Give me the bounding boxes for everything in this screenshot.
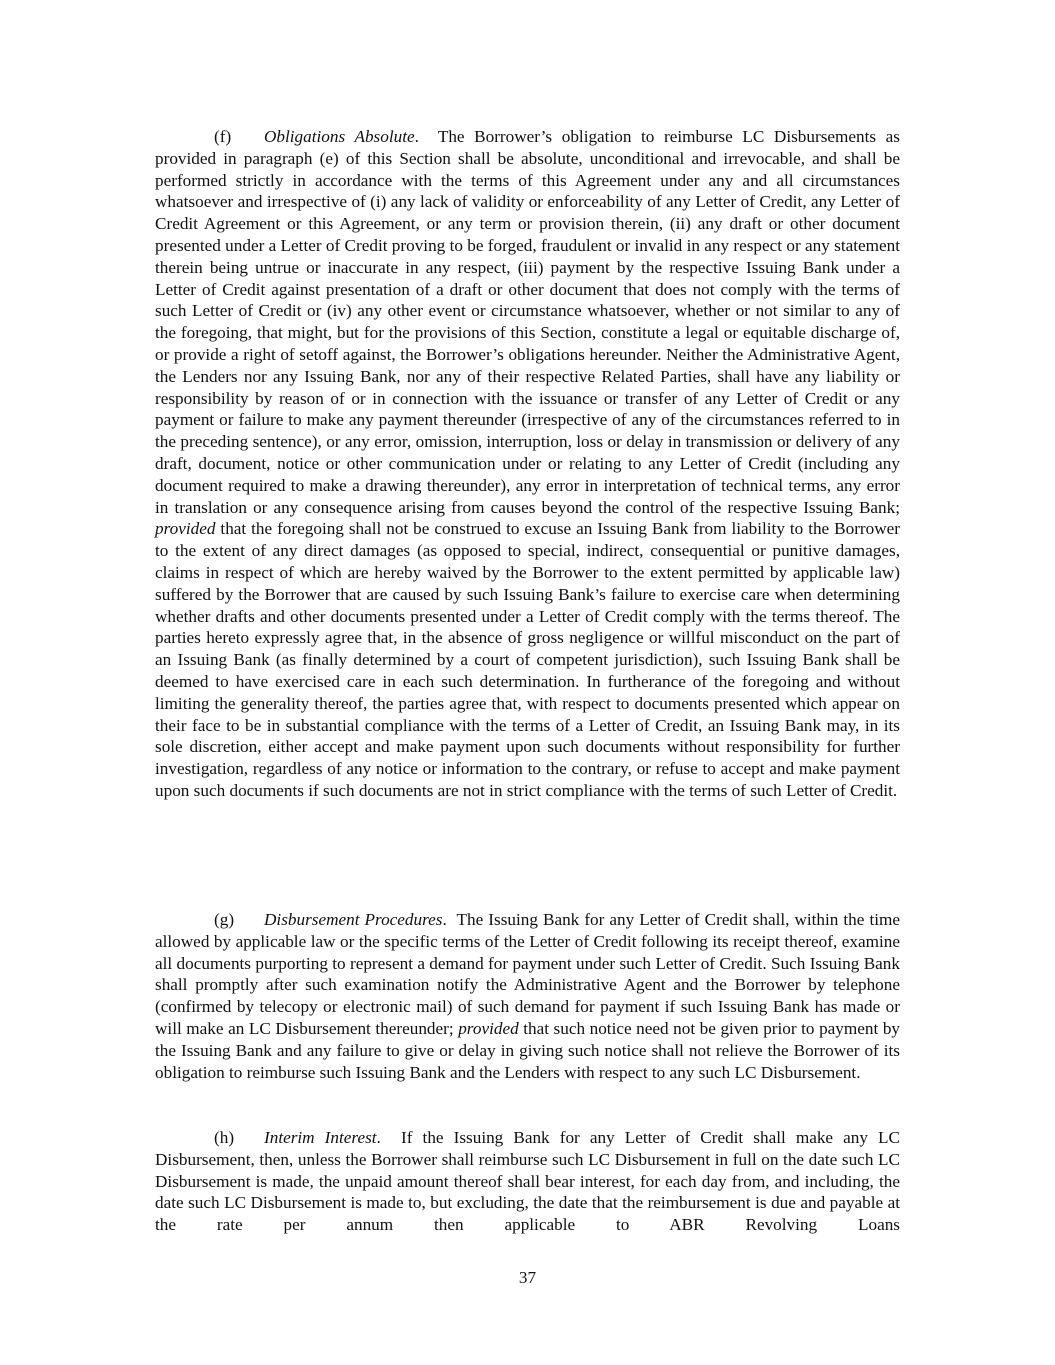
paragraph-g-text: (g) Disbursement Procedures. The Issuing Bank for any Letter of Credit shall, within the time allowed by applicable law or the specific terms of the Letter of Credit following its receipt thereof, examine all documents purporting to represent a demand for payment under such Letter of Credit. Such Issuing Bank shall promptly after such examination notify the Administrative Agent and the Borrower by telephone (confirmed by telecopy or electronic mail) of such demand for payment if such Issuing Bank has made or will make an LC Disbursement thereunder; provided that such notice need not be given prior to payment by the Issuing Bank and any failure to give or delay in giving such notice shall not relieve the Borrower of its obligation to reimburse such Issuing Bank and the Lenders with respect to any such LC Disbursement. [155, 910, 901, 1082]
paragraph-h-body-1: If the Issuing Bank for any Letter of Credit shall make any LC Disbursement, then, unless the Borrower shall reimburse such LC Disbursement in full on the date such LC Disbursement is made, the unpaid amount thereof shall bear interest, for each day from, and including, the date such LC Disbursement is made to, but excluding, the date that the reimbursement is due and payable at the rate per annum then applicable to ABR Revolving Loans [155, 1128, 900, 1235]
paragraph-f-body-2: that the foregoing shall not be construed to excuse an Issuing Bank from liability to the Borrower to the extent of any direct damages (as opposed to special, indirect, consequential or punitive damages, claims in respect of which are hereby waived by the Borrower to the extent permitted by applicable law) suffered by the Borrower that are caused by such Issuing Bank’s failure to exercise care when determining whether drafts and other documents presented under a Letter of Credit comply with the terms thereof. The parties hereto expressly agree that, in the absence of gross negligence or willful misconduct on the part of an Issuing Bank (as finally determined by a court of competent jurisdiction), such Issuing Bank shall be deemed to have exercised care in each such determination. In furtherance of the foregoing and without limiting the generality thereof, the parties agree that, with respect to documents presented which appear on their face to be in substantial compliance with the terms of a Letter of Credit, an Issuing Bank may, in its sole discretion, either accept and make payment upon such documents without responsibility for further investigation, regardless of any notice or information to the contrary, or refuse to accept and make payment upon such documents if such documents are not in strict compliance with the terms of such Letter of Credit. [155, 519, 900, 800]
paragraph-g-proviso: provided [458, 1018, 519, 1038]
paragraph-g-label: (g) [214, 910, 235, 929]
paragraph-g-body-1: The Issuing Bank for any Letter of Credit shall, within the time allowed by applicable law or the specific terms of the Letter of Credit following its receipt thereof, examine all documents purporting to represent a demand for payment under such Letter of Credit. Such Issuing Bank shall promptly after such examination notify the Administrative Agent and the Borrower by telephone (confirmed by telecopy or electronic mail) of such demand for payment if such Issuing Bank has made or will make an LC Disbursement thereunder; [155, 910, 900, 1038]
paragraph-f-body-1: The Borrower’s obligation to reimburse LC Disbursements as provided in paragraph (e) of this Section shall be absolute, unconditional and irrevocable, and shall be performed strictly in accordance with the terms of this Agreement under any and all circumstances whatsoever and irrespective of (i) any lack of validity or enforceability of any Letter of Credit, any Letter of Credit Agreement or this Agreement, or any term or provision therein, (ii) any draft or other document presented under a Letter of Credit proving to be forged, fraudulent or invalid in any respect or any statement therein being untrue or inaccurate in any respect, (iii) payment by the respective Issuing Bank under a Letter of Credit against presentation of a draft or other document that does not comply with the terms of such Letter of Credit or (iv) any other event or circumstance whatsoever, whether or not similar to any of the foregoing, that might, but for the provisions of this Section, constitute a legal or equitable discharge of, or provide a right of setoff against, the Borrower’s obligations hereunder. Neither the Administrative Agent, the Lenders nor any Issuing Bank, nor any of their respective Related Parties, shall have any liability or responsibility by reason of or in connection with the issuance or transfer of any Letter of Credit or any payment or failure to make any payment thereunder (irrespective of any of the circumstances referred to in the preceding sentence), or any error, omission, interruption, loss or delay in transmission or delivery of any draft, document, notice or other communication under or relating to any Letter of Credit (including any document required to make a drawing thereunder), any error in interpretation of technical terms, any error in translation or any consequence arising from causes beyond the control of the respective Issuing Bank; [155, 127, 900, 517]
paragraph-h-label: (h) [214, 1128, 235, 1147]
paragraph-h [155, 1127, 900, 1236]
paragraph-f-heading: Obligations Absolute [264, 127, 415, 146]
paragraph-f [155, 126, 900, 802]
page-number: 37 [518, 1268, 537, 1287]
paragraph-h-text: (h) Interim Interest. If the Issuing Bank for any Letter of Credit shall make any LC Disbursement, then, unless the Borrower shall reimburse such LC Disbursement in full on the date such LC Disbursement is made, the unpaid amount thereof shall bear interest, for each day from, and including, the date such LC Disbursement is made to, but excluding, the date that the reimbursement is due and payable at the rate per annum then applicable to ABR Revolving Loans [155, 1128, 900, 1235]
paragraph-f-text: (f) Obligations Absolute. The Borrower’s obligation to reimburse LC Disbursements as provided in paragraph (e) of this Section shall be absolute, unconditional and irrevocable, and shall be performed strictly in accordance with the terms of this Agreement under any and all circumstances whatsoever and irrespective of (i) any lack of validity or enforceability of any Letter of Credit, any Letter of Credit Agreement or this Agreement, or any term or provision therein, (ii) any draft or other document presented under a Letter of Credit proving to be forged, fraudulent or invalid in any respect or any statement therein being untrue or inaccurate in any respect, (iii) payment by the respective Issuing Bank under a Letter of Credit against presentation of a draft or other document that does not comply with the terms of such Letter of Credit or (iv) any other event or circumstance whatsoever, whether or not similar to any of the foregoing, that might, but for the provisions of this Section, constitute a legal or equitable discharge of, or provide a right of setoff against, the Borrower’s obligations hereunder. Neither the Administrative Agent, the Lenders nor any Issuing Bank, nor any of their respective Related Parties, shall have any liability or responsibility by reason of or in connection with the issuance or transfer of any Letter of Credit or any payment or failure to make any payment thereunder (irrespective of any of the circumstances referred to in the preceding sentence), or any error, omission, interruption, loss or delay in transmission or delivery of any draft, document, notice or other communication under or relating to any Letter of Credit (including any document required to make a drawing thereunder), any error in interpretation of technical terms, any error in translation or any consequence arising from causes beyond the control of the respective Issuing Bank; provided that the foregoing shall not be construed to excuse an Issuing Bank from liability to the Borrower to the extent of any direct damages (as opposed to special, indirect, consequential or punitive damages, claims in respect of which are hereby waived by the Borrower to the extent permitted by applicable law) suffered by the Borrower that are caused by such Issuing Bank’s failure to exercise care when determining whether drafts and other documents presented under a Letter of Credit comply with the terms thereof. The parties hereto expressly agree that, in the absence of gross negligence or willful misconduct on the part of an Issuing Bank (as finally determined by a court of competent jurisdiction), such Issuing Bank shall be deemed to have exercised care in each such determination. In furtherance of the foregoing and without limiting the generality thereof, the parties agree that, with respect to documents presented which appear on their face to be in substantial compliance with the terms of a Letter of Credit, an Issuing Bank may, in its sole discretion, either accept and make payment upon such documents without responsibility for further investigation, regardless of any notice or information to the contrary, or refuse to accept and make payment upon such documents if such documents are not in strict compliance with the terms of such Letter of Credit. [155, 127, 900, 800]
paragraph-h-heading: Interim Interest [264, 1128, 377, 1147]
paragraph-f-proviso: provided [155, 519, 216, 539]
paragraph-g-heading: Disbursement Procedures [264, 910, 443, 929]
paragraph-g-body-2: that such notice need not be given prior to payment by the Issuing Bank and any failure to give or delay in giving such notice shall not relieve the Borrower of its obligation to reimburse such Issuing Bank and the Lenders with respect to any such LC Disbursement. [155, 1018, 901, 1082]
paragraph-f-label: (f) [214, 127, 232, 146]
paragraph-g [155, 909, 900, 1083]
